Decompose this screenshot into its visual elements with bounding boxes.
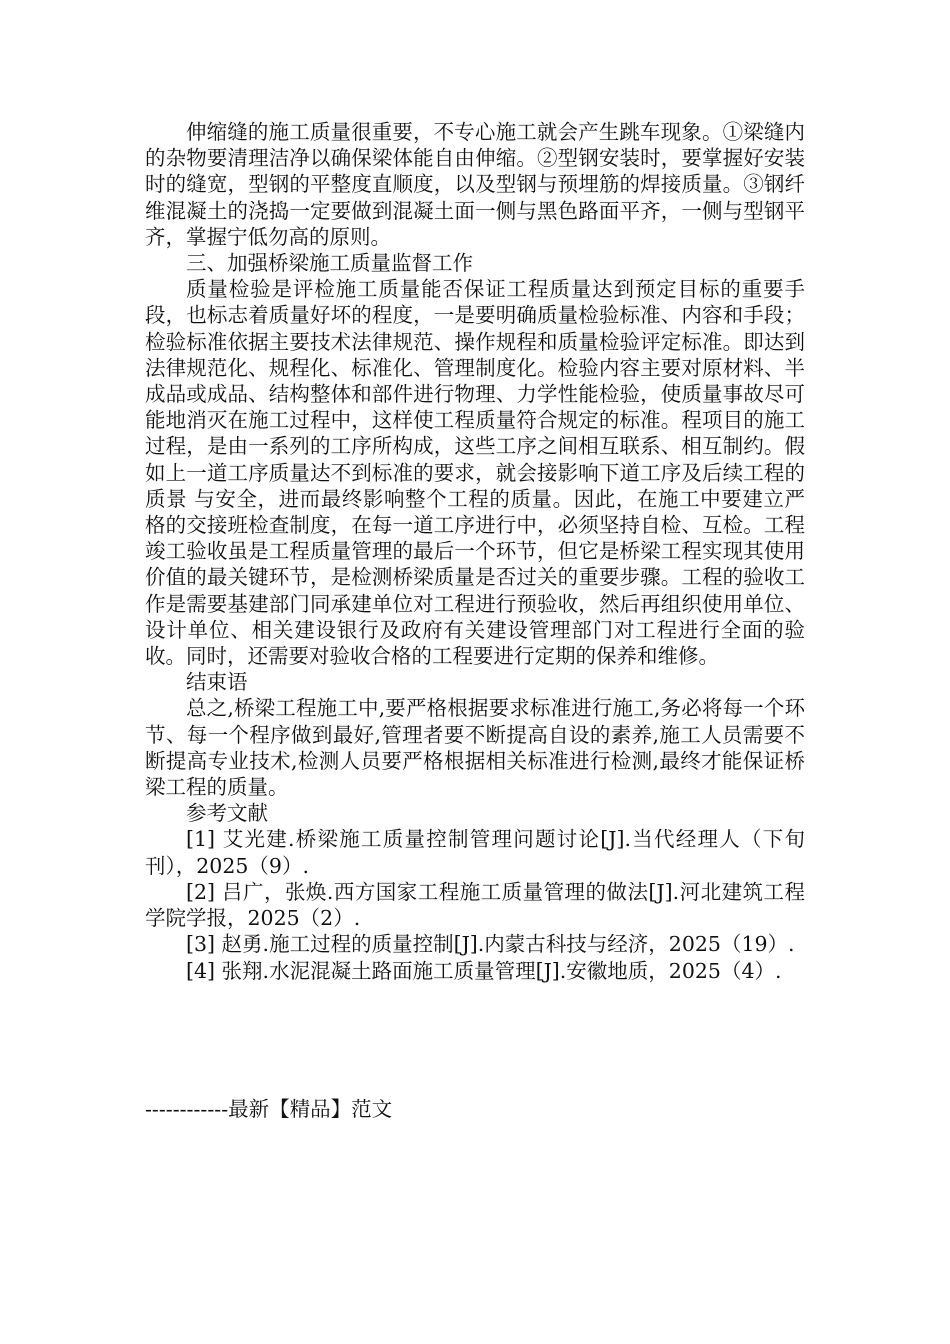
section-heading-references: 参考文献 [186,801,268,826]
reference-item-3: [3] 赵勇.施工过程的质量控制[J].内蒙古科技与经济，2025（19）. [186,932,795,957]
section-heading-conclusion: 结束语 [186,670,248,695]
paragraph-quality-inspection: 质量检验是评检施工质量能否保证工程质量达到预定目标的重要手段，也标志着质量好坏的程度，一是要明确质量检验标准、内容和手段；检验标准依据主要技术法律规范、操作规程和质量检验评定标准。即达到法律规范化、规程化、标准化、管理制度化。检验内容主要对原材料、半成品或成品、结构整体和部件进行物理、力学性能检验，使质量事故尽可能地消灭在施工过程中，这样使工程质量符合规定的标准。程项目的施工过程，是由一系列的工序所构成，这些工序之间相互联系、相互制约。假如上一道工序质量达不到标准的要求，就会接影响下道工序及后续工程的质景 与安全，进而最终影响整个工程的质量。因此，在施工中要建立严格的交接班检查制度，在每一道工序进行中，必须坚持自检、互检。工程竣工验收虽是工程质量管理的最后一个环节，但它是桥梁工程实现其使用价值的最关键环节，是检测桥梁质量是否过关的重要步骤。工程的验收工作是需要基建部门同承建单位对工程进行预验收，然后再组织使用单位、设计单位、相关建设银行及政府有关建设管理部门对工程进行全面的验收。同时，还需要对验收合格的工程要进行定期的保养和维修。 [145,277,805,669]
reference-item-1: [1] 艾光建.桥梁施工质量控制管理问题讨论[J].当代经理人（下旬刊），2025（9）. [145,827,805,878]
paragraph-expansion-joint: 伸缩缝的施工质量很重要，不专心施工就会产生跳车现象。①梁缝内的杂物要清理洁净以确保梁体能自由伸缩。②型钢安装时，要掌握好安装时的缝宽，型钢的平整度直顺度，以及型钢与预埋筋的焊接质量。③钢纤维混凝土的浇捣一定要做到混凝土面一侧与黑色路面平齐，一侧与型钢平齐，掌握宁低勿高的原则。 [145,120,805,249]
document-body [145,119,805,984]
paragraph-conclusion: 总之,桥梁工程施工中,要严格根据要求标准进行施工,务必将每一个环节、每一个程序做到最好,管理者要不断提高自设的素养,施工人员需要不断提高专业技术,检测人员要严格根据相关标准进行检测,最终才能保证桥梁工程的质量。 [145,696,805,800]
reference-item-2: [2] 吕广，张焕.西方国家工程施工质量管理的做法[J].河北建筑工程学院学报，2025（2）. [145,879,805,931]
footer-banner: ------------最新【精品】范文 [145,1097,393,1121]
section-heading-quality-supervision: 三、加强桥梁施工质量监督工作 [186,251,473,276]
reference-item-4: [4] 张翔.水泥混凝土路面施工质量管理[J].安徽地质，2025（4）. [186,958,782,983]
